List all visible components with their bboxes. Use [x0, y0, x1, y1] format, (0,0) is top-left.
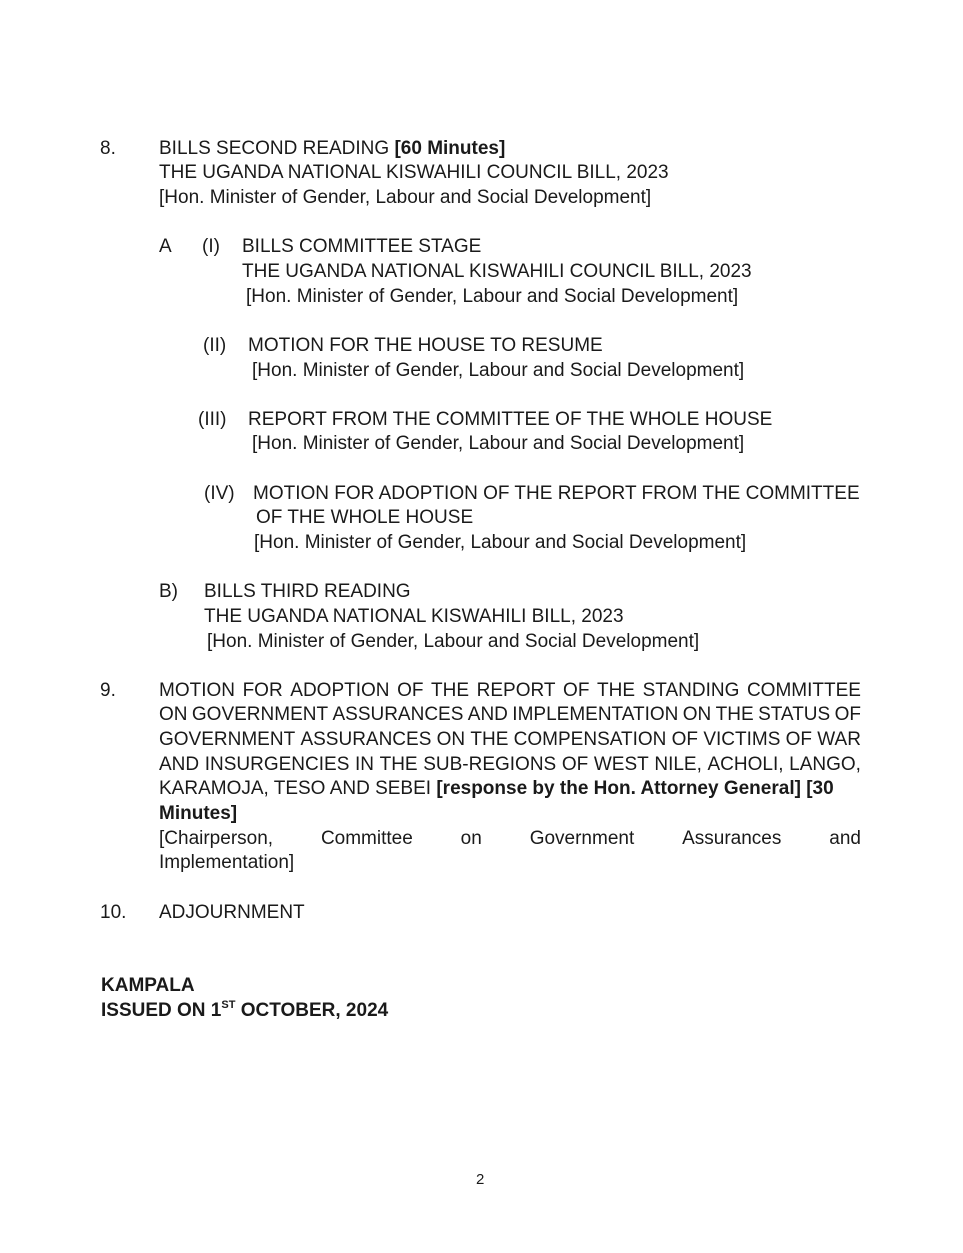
item-9-line-1: [159, 679, 861, 703]
word: NILE,: [654, 754, 702, 775]
word: ADOPTION: [290, 680, 390, 701]
item-8-bill: THE UGANDA NATIONAL KISWAHILI COUNCIL BILL, 2023: [159, 162, 669, 183]
footer-issued-suffix: OCTOBER, 2024: [235, 1000, 389, 1021]
sub-b-bill: THE UGANDA NATIONAL KISWAHILI BILL, 2023: [204, 606, 624, 627]
word: WAR: [817, 729, 861, 750]
sub-a-ii-number: (II): [203, 335, 227, 356]
word: ON: [159, 704, 188, 725]
word: Government: [529, 828, 635, 849]
item-9-mover-line-1: [159, 827, 861, 851]
word: OF: [785, 729, 813, 750]
page-number: 2: [476, 1171, 485, 1188]
word: Committee: [320, 828, 413, 849]
item-9-mover-line-2: Implementation]: [159, 852, 295, 873]
word: and: [829, 828, 861, 849]
item-9-line-2: [159, 703, 861, 727]
word: [Chairperson,: [159, 828, 274, 849]
word: ASSURANCES: [300, 729, 432, 750]
sub-a-i-mover: [Hon. Minister of Gender, Labour and Social Development]: [246, 286, 739, 307]
sub-a-i-bill: THE UGANDA NATIONAL KISWAHILI COUNCIL BILL, 2023: [242, 261, 752, 282]
item-10-number: 10.: [100, 902, 127, 923]
sub-a-i-title: BILLS COMMITTEE STAGE: [242, 236, 482, 257]
sub-a-iii-mover: [Hon. Minister of Gender, Labour and Social Development]: [252, 433, 745, 454]
word: ASSURANCES: [332, 704, 464, 725]
word: OF: [671, 729, 699, 750]
word: OF: [397, 680, 424, 701]
item-8-time: [60 Minutes]: [394, 138, 506, 159]
sub-a-ii-title: MOTION FOR THE HOUSE TO RESUME: [248, 335, 603, 356]
word: WEST: [593, 754, 649, 775]
sub-b-mover: [Hon. Minister of Gender, Labour and Social Development]: [207, 631, 700, 652]
item-9-line-6: Minutes]: [159, 803, 238, 824]
word: AND: [467, 704, 508, 725]
word: THE: [470, 729, 509, 750]
item-9-line-5: [159, 777, 834, 801]
word: THE: [431, 680, 470, 701]
word: GOVERNMENT: [159, 729, 296, 750]
word: IMPLEMENTATION: [512, 704, 679, 725]
footer-place: KAMPALA: [101, 975, 195, 996]
word: FOR: [242, 680, 283, 701]
word: OF: [561, 754, 589, 775]
word: THE: [597, 680, 636, 701]
word: THE: [715, 704, 754, 725]
sub-a-iv-title-line2: OF THE WHOLE HOUSE: [256, 507, 474, 528]
item-9-line-3: [159, 728, 861, 752]
word: THE: [379, 754, 418, 775]
word: OF: [563, 680, 590, 701]
word: ACHOLI,: [707, 754, 784, 775]
footer-issued: [101, 999, 388, 1023]
item-8-heading-text: BILLS SECOND READING: [159, 138, 390, 159]
sub-b-letter: B): [159, 581, 178, 602]
item-8-mover: [Hon. Minister of Gender, Labour and Social Development]: [159, 187, 652, 208]
item-8-heading: [159, 137, 505, 161]
item-9-line-4: [159, 753, 861, 777]
word: INSURGENCIES: [204, 754, 350, 775]
sub-b-title: BILLS THIRD READING: [204, 581, 411, 602]
sub-a-i-number: (I): [202, 236, 220, 257]
footer-issued-sup: ST: [221, 998, 236, 1011]
word: SUB-REGIONS: [423, 754, 557, 775]
word: OF: [834, 704, 861, 725]
word: VICTIMS: [703, 729, 781, 750]
sub-a-ii-mover: [Hon. Minister of Gender, Labour and Social Development]: [252, 360, 745, 381]
word: COMMITTEE: [746, 680, 861, 701]
item-9-number: 9.: [100, 680, 116, 701]
word: AND: [159, 754, 200, 775]
item-9-response-note: [response by the Hon. Attorney General] [30: [436, 778, 834, 799]
sub-a-iv-title-line1: MOTION FOR ADOPTION OF THE REPORT FROM THE COMMITTEE: [253, 483, 860, 504]
word: IN: [354, 754, 374, 775]
word: STATUS: [758, 704, 831, 725]
word: ON: [436, 729, 466, 750]
item-10-title: ADJOURNMENT: [159, 902, 305, 923]
item-9-line-5-text: KARAMOJA, TESO AND SEBEI: [159, 778, 432, 799]
footer-issued-prefix: ISSUED ON 1: [101, 1000, 222, 1021]
sub-a-letter: A: [159, 236, 172, 257]
word: Assurances: [682, 828, 782, 849]
word: STANDING: [642, 680, 740, 701]
word: REPORT: [476, 680, 556, 701]
word: GOVERNMENT: [191, 704, 329, 725]
sub-a-iv-mover: [Hon. Minister of Gender, Labour and Social Development]: [254, 532, 747, 553]
sub-a-iv-number: (IV): [204, 483, 235, 504]
sub-a-iii-number: (III): [198, 409, 227, 430]
word: COMPENSATION: [513, 729, 667, 750]
word: MOTION: [159, 680, 235, 701]
word: LANGO,: [789, 754, 861, 775]
word: ON: [682, 704, 712, 725]
word: on: [460, 828, 482, 849]
sub-a-iii-title: REPORT FROM THE COMMITTEE OF THE WHOLE HOUSE: [248, 409, 773, 430]
item-8-number: 8.: [100, 138, 116, 159]
